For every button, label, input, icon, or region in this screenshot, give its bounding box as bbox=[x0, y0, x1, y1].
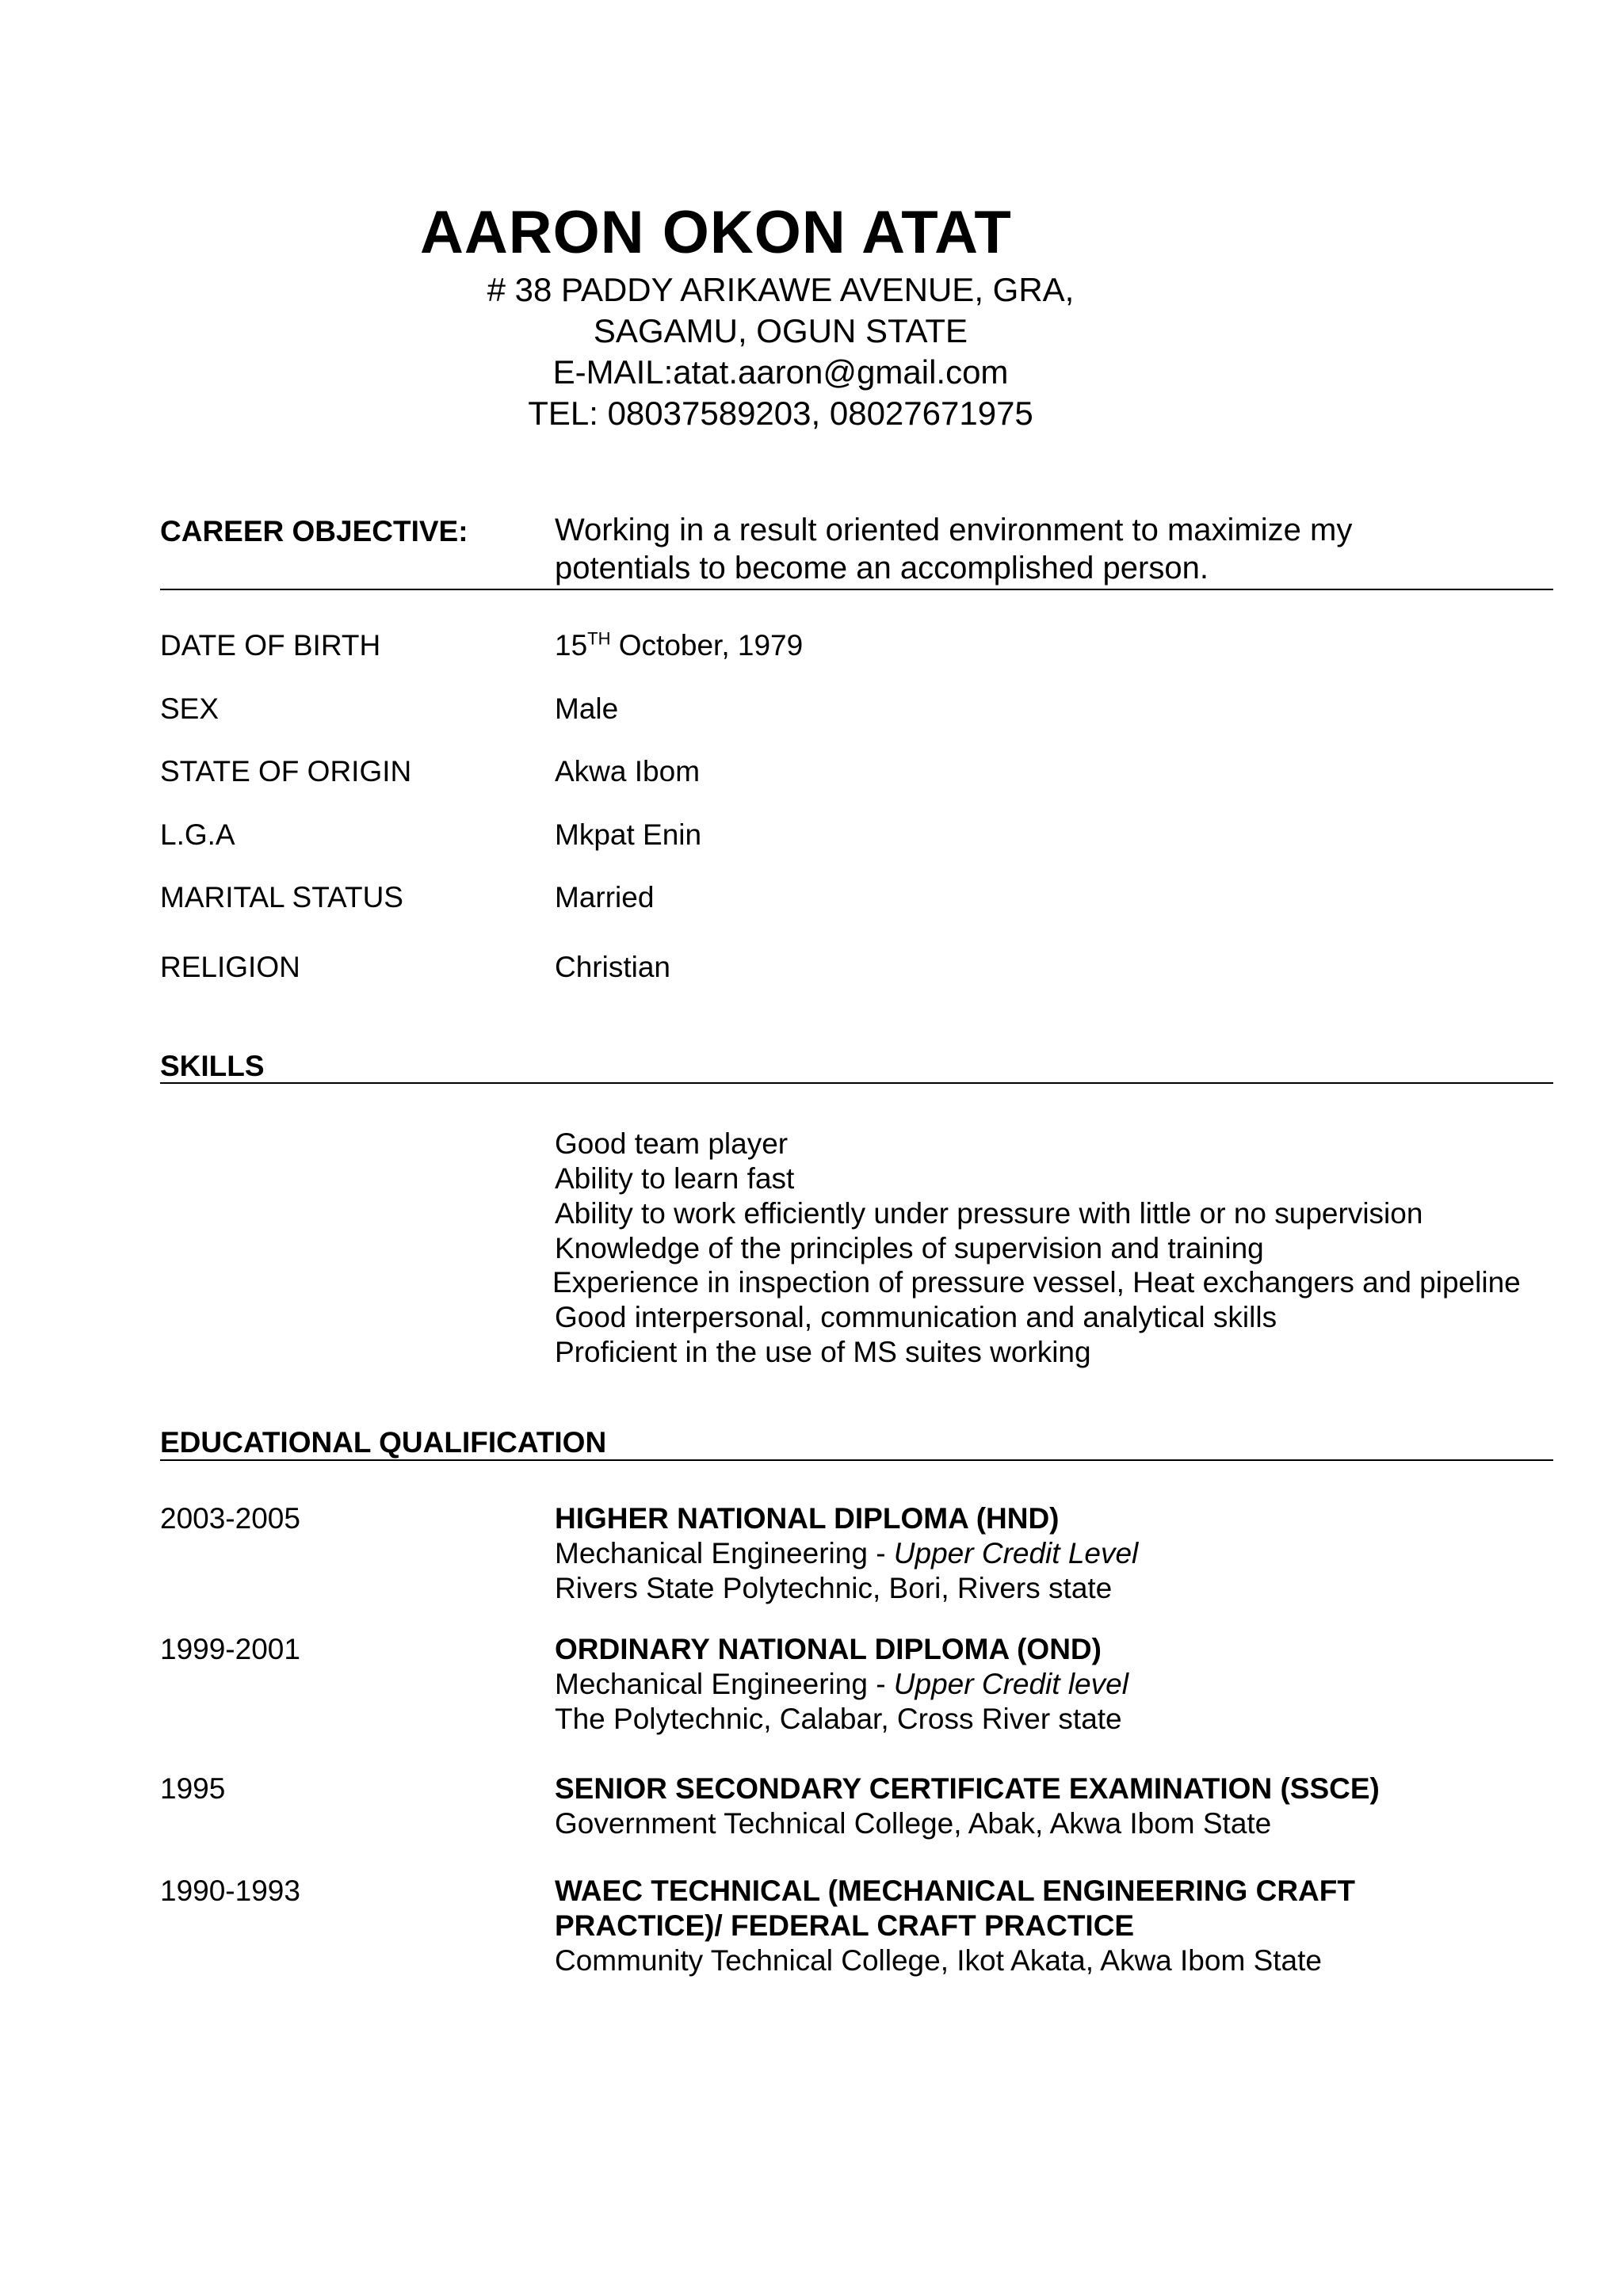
address-line-1: # 38 PADDY ARIKAWE AVENUE, GRA, bbox=[487, 271, 1075, 308]
sex-label: SEX bbox=[160, 692, 220, 725]
career-objective-line-2: potentials to become an accomplished person. bbox=[555, 551, 1209, 585]
education-year: 2003-2005 bbox=[160, 1502, 300, 1535]
dob-value bbox=[555, 629, 803, 662]
dob-day: 15 bbox=[555, 629, 588, 662]
religion-value: Christian bbox=[555, 951, 670, 983]
skill-item: Proficient in the use of MS suites working bbox=[555, 1336, 1091, 1368]
education-school: Rivers State Polytechnic, Bori, Rivers state bbox=[555, 1572, 1113, 1604]
education-year: 1999-2001 bbox=[160, 1633, 300, 1665]
education-title: SENIOR SECONDARY CERTIFICATE EXAMINATION (SSCE) bbox=[555, 1772, 1380, 1805]
education-year: 1995 bbox=[160, 1772, 226, 1805]
dob-suffix: TH bbox=[587, 628, 611, 649]
education-course bbox=[555, 1668, 1128, 1701]
address-line-2: SAGAMU, OGUN STATE bbox=[593, 312, 968, 349]
skills-divider bbox=[160, 1082, 1553, 1084]
education-heading: EDUCATIONAL QUALIFICATION bbox=[160, 1426, 607, 1459]
education-course bbox=[555, 1537, 1138, 1570]
lga-label: L.G.A bbox=[160, 818, 235, 851]
education-course-name: Mechanical Engineering - bbox=[555, 1668, 894, 1700]
skill-item: Good interpersonal, communication and analytical skills bbox=[555, 1301, 1277, 1333]
education-title: HIGHER NATIONAL DIPLOMA (HND) bbox=[555, 1502, 1060, 1535]
skills-heading: SKILLS bbox=[160, 1050, 265, 1082]
marital-status-label: MARITAL STATUS bbox=[160, 881, 403, 913]
education-course-name: Mechanical Engineering - bbox=[555, 1537, 894, 1569]
education-school: Community Technical College, Ikot Akata, Akwa Ibom State bbox=[555, 1944, 1322, 1977]
education-title-line-2: PRACTICE)/ FEDERAL CRAFT PRACTICE bbox=[555, 1909, 1135, 1942]
state-of-origin-label: STATE OF ORIGIN bbox=[160, 755, 412, 788]
education-school: The Polytechnic, Calabar, Cross River state bbox=[555, 1703, 1122, 1735]
skill-item: Ability to work efficiently under pressure with little or no supervision bbox=[555, 1197, 1423, 1230]
skill-item: Good team player bbox=[555, 1127, 789, 1160]
phone-line: TEL: 08037589203, 08027671975 bbox=[528, 395, 1033, 432]
education-title-line-1: WAEC TECHNICAL (MECHANICAL ENGINEERING CRAFT bbox=[555, 1875, 1355, 1907]
marital-status-value: Married bbox=[555, 881, 655, 913]
career-objective-line-1: Working in a result oriented environment to maximize my bbox=[555, 513, 1353, 547]
dob-label: DATE OF BIRTH bbox=[160, 629, 381, 662]
candidate-name: AARON OKON ATAT bbox=[420, 199, 1012, 266]
education-grade: Upper Credit Level bbox=[893, 1537, 1139, 1569]
sex-value: Male bbox=[555, 692, 619, 725]
email-line: E-MAIL:atat.aaron@gmail.com bbox=[552, 353, 1009, 391]
objective-divider bbox=[160, 589, 1553, 590]
religion-label: RELIGION bbox=[160, 951, 300, 983]
lga-value: Mkpat Enin bbox=[555, 818, 702, 851]
education-grade: Upper Credit level bbox=[893, 1668, 1128, 1700]
career-objective-label: CAREER OBJECTIVE: bbox=[160, 515, 468, 547]
skill-item: Knowledge of the principles of supervision and training bbox=[555, 1232, 1264, 1264]
skill-item: Experience in inspection of pressure vessel, Heat exchangers and pipeline bbox=[552, 1266, 1521, 1299]
education-divider bbox=[160, 1459, 1553, 1461]
skill-item: Ability to learn fast bbox=[555, 1162, 795, 1195]
education-school: Government Technical College, Abak, Akwa Ibom State bbox=[555, 1807, 1272, 1840]
state-of-origin-value: Akwa Ibom bbox=[555, 755, 701, 788]
education-title: ORDINARY NATIONAL DIPLOMA (OND) bbox=[555, 1633, 1102, 1665]
dob-rest: October, 1979 bbox=[610, 629, 804, 662]
education-year: 1990-1993 bbox=[160, 1875, 300, 1907]
